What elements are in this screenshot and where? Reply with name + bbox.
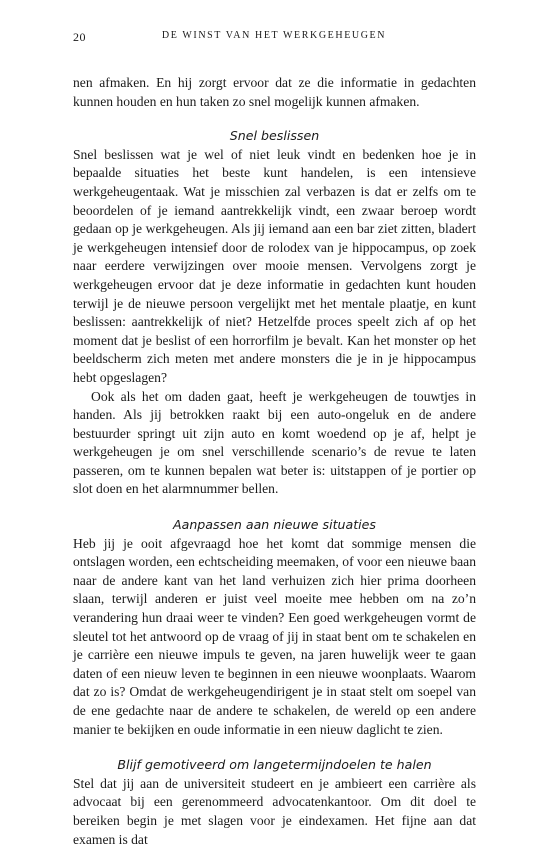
paragraph: Stel dat jij aan de universiteit studeert en je ambieert een carrière als advocaat bij een gerenommeerd advocatenkantoor. Om dit doel te bereiken begin je met slagen voor je eindexamen. Het fijne aan dat examen is dat (73, 775, 476, 847)
paragraph: Ook als het om daden gaat, heeft je werkgeheugen de touwtjes in handen. Als jij betrokken raakt bij een auto-ongeluk en de andere bestuurder springt uit zijn auto en komt woedend op je af, helpt je werkgeheugen je om snel verschillende scenario’s de revue te laten passeren, om te kunnen bepalen wat beter is: uitstappen of je portier op slot doen en het alarmnummer bellen. (73, 388, 476, 497)
paragraph: Snel beslissen wat je wel of niet leuk vindt en bedenken hoe je in bepaalde situaties het beste kunt handelen, is een intensieve werkgeheugentaak. Wat je misschien zal verbazen is dat er zelfs om te beoordelen of je iemand aantrekkelijk vindt, een zwaar beroep wordt gedaan op je werkgeheugen. Als jij iemand aan een bar ziet zitten, bladert je werkgeheugen intensief door de rolodex van je hippocampus, op zoek naar eerdere verwijzingen over mooie mensen. Vervolgens zorgt je werkgeheugen ervoor dat je deze informatie in gedachten kunt houden terwijl je de nieuwe persoon vergelijkt met het mentale plaatje, en kunt beslissen: aantrekkelijk of niet? Hetzelfde proces speelt zich af op het moment dat je beslist of een horrorfilm je bevalt. Kan het monster op het beeldscherm zich meten met andere monsters die je in je hippocampus hebt opgeslagen? (73, 146, 476, 385)
section-heading-gemotiveerd: Blijf gemotiveerd om langetermijndoelen te halen (117, 757, 432, 773)
page-header (73, 30, 475, 46)
section-spacer (73, 111, 476, 127)
section-spacer (73, 739, 476, 756)
paragraph: Heb jij je ooit afgevraagd hoe het komt dat sommige mensen die ontslagen worden, een echtscheiding meemaken, of voor een nieuwe baan naar de andere kant van het land verhuizen zich hier prima doorheen slaan, terwijl anderen er juist veel moeite mee hebben om na zo’n verandering hun draai weer te vinden? Een goed werkgeheugen vormt de sleutel tot het antwoord op de vraag of jij in staat bent om te schakelen en je carrière een nieuwe impuls te geven, na jaren huwelijk weer te gaan daten of een nieuw leven te beginnen in een nieuwe woonplaats. Waarom dat zo is? Omdat de werkgeheugendirigent je in staat stelt om soepel van de ene gedachte naar de andere te schakelen, de wereld op een andere manier te bekijken en oude informatie in een nieuw daglicht te zien. (73, 535, 476, 737)
section-spacer (73, 499, 476, 516)
intro-paragraph: nen afmaken. En hij zorgt ervoor dat ze die informatie in gedachten kunnen houden en hun taken zo snel mogelijk kunnen afmaken. (73, 75, 476, 109)
section-heading-aanpassen: Aanpassen aan nieuwe situaties (172, 517, 376, 533)
running-head: DE WINST VAN HET WERKGEHEUGEN (161, 30, 387, 41)
page-number: 20 (73, 30, 86, 44)
section-heading-snel-beslissen: Snel beslissen (229, 128, 320, 144)
body-text (73, 74, 476, 849)
